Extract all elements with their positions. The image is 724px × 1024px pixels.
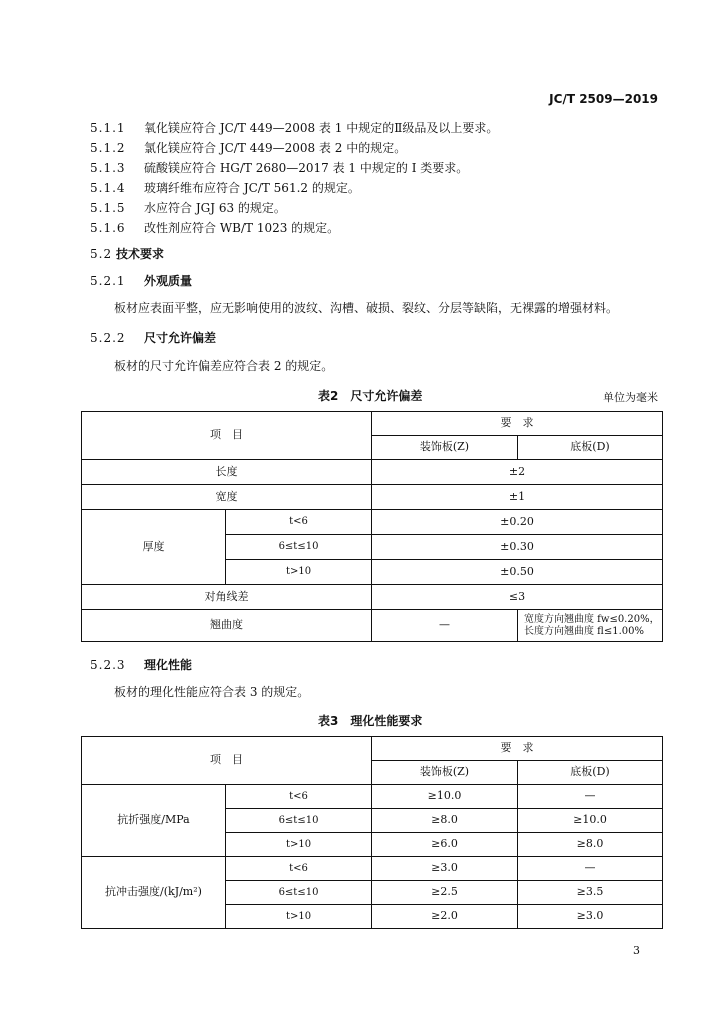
- table2-header-item: 项 目: [82, 412, 372, 460]
- table3-impact-base-3: ≥3.0: [518, 905, 663, 929]
- table2-thick-range-1: t<6: [226, 510, 372, 535]
- table2-warp-base-line1: 宽度方向翘曲度 fw≤0.20%，: [524, 614, 660, 625]
- table2-warp-base-line2: 长度方向翘曲度 fl≤1.00%: [524, 625, 644, 637]
- table2-warp-label: 翘曲度: [82, 610, 372, 642]
- table2-warp-base: [518, 610, 663, 642]
- section-5-2-3-heading: 5.2.3 理化性能: [90, 658, 193, 672]
- table2-thick-value-3: ±0.50: [372, 560, 663, 585]
- table3-impact-base-1: —: [518, 857, 663, 881]
- clause-5-1-3: 5.1.3 硫酸镁应符合 HG/T 2680—2017 表 1 中规定的 Ⅰ 类要求。: [90, 161, 469, 175]
- clause-5-1-1: 5.1.1 氧化镁应符合 JC/T 449—2008 表 1 中规定的Ⅱ级品及以上要求。: [90, 121, 499, 135]
- table2-diag-label: 对角线差: [82, 585, 372, 610]
- table2-width-value: ±1: [372, 485, 663, 510]
- page-number: 3: [633, 944, 640, 957]
- section-5-2-heading: 5.2 技术要求: [90, 247, 165, 261]
- table2-thick-range-3: t>10: [226, 560, 372, 585]
- table2: [81, 411, 663, 642]
- table2-thick-value-2: ±0.30: [372, 535, 663, 560]
- table2-thickness-label: 厚度: [82, 510, 226, 585]
- table2-header-req: 要 求: [372, 412, 663, 436]
- table2-length-value: ±2: [372, 460, 663, 485]
- table3-flex-label: 抗折强度/MPa: [82, 785, 226, 857]
- table3-flex-deco-2: ≥8.0: [372, 809, 518, 833]
- table3-impact-range-2: 6≤t≤10: [226, 881, 372, 905]
- table3-flex-deco-1: ≥10.0: [372, 785, 518, 809]
- table2-warp-deco: —: [372, 610, 518, 642]
- table3-impact-base-2: ≥3.5: [518, 881, 663, 905]
- table3-impact-deco-3: ≥2.0: [372, 905, 518, 929]
- table3-flex-range-3: t>10: [226, 833, 372, 857]
- table2-length-label: 长度: [82, 460, 372, 485]
- clause-5-1-4: 5.1.4 玻璃纤维布应符合 JC/T 561.2 的规定。: [90, 181, 360, 195]
- section-5-2-2-heading: 5.2.2 尺寸允许偏差: [90, 331, 217, 345]
- dimension-paragraph: 板材的尺寸允许偏差应符合表 2 的规定。: [114, 359, 334, 373]
- table3-header-base: 底板(D): [518, 761, 663, 785]
- clause-5-1-5: 5.1.5 水应符合 JGJ 63 的规定。: [90, 201, 286, 215]
- table3-impact-deco-1: ≥3.0: [372, 857, 518, 881]
- table3-flex-base-2: ≥10.0: [518, 809, 663, 833]
- table2-diag-value: ≤3: [372, 585, 663, 610]
- table3-impact-label: 抗冲击强度/(kJ/m²): [82, 857, 226, 929]
- table3-impact-deco-2: ≥2.5: [372, 881, 518, 905]
- table3-header-req: 要 求: [372, 737, 663, 761]
- table2-caption: 表2 尺寸允许偏差: [318, 389, 423, 403]
- table3-caption: 表3 理化性能要求: [318, 714, 423, 728]
- table2-thick-range-2: 6≤t≤10: [226, 535, 372, 560]
- clause-5-1-6: 5.1.6 改性剂应符合 WB/T 1023 的规定。: [90, 221, 340, 235]
- table2-header-base: 底板(D): [518, 436, 663, 460]
- table2-unit: 单位为毫米: [603, 391, 658, 404]
- table3-flex-base-3: ≥8.0: [518, 833, 663, 857]
- clause-5-1-2: 5.1.2 氯化镁应符合 JC/T 449—2008 表 2 中的规定。: [90, 141, 407, 155]
- table3-flex-range-1: t<6: [226, 785, 372, 809]
- table2-thick-value-1: ±0.20: [372, 510, 663, 535]
- appearance-paragraph: 板材应表面平整，应无影响使用的波纹、沟槽、破损、裂纹、分层等缺陷，无裸露的增强材料。: [114, 301, 619, 315]
- table3-impact-range-3: t>10: [226, 905, 372, 929]
- table2-width-label: 宽度: [82, 485, 372, 510]
- table3-header-deco: 装饰板(Z): [372, 761, 518, 785]
- table3-flex-range-2: 6≤t≤10: [226, 809, 372, 833]
- table2-header-deco: 装饰板(Z): [372, 436, 518, 460]
- table3-header-item: 项 目: [82, 737, 372, 785]
- table3-impact-range-1: t<6: [226, 857, 372, 881]
- table3: [81, 736, 663, 929]
- table3-flex-base-1: —: [518, 785, 663, 809]
- table3-flex-deco-3: ≥6.0: [372, 833, 518, 857]
- physchem-paragraph: 板材的理化性能应符合表 3 的规定。: [114, 685, 310, 699]
- standard-code: JC/T 2509—2019: [549, 92, 658, 106]
- section-5-2-1-heading: 5.2.1 外观质量: [90, 274, 193, 288]
